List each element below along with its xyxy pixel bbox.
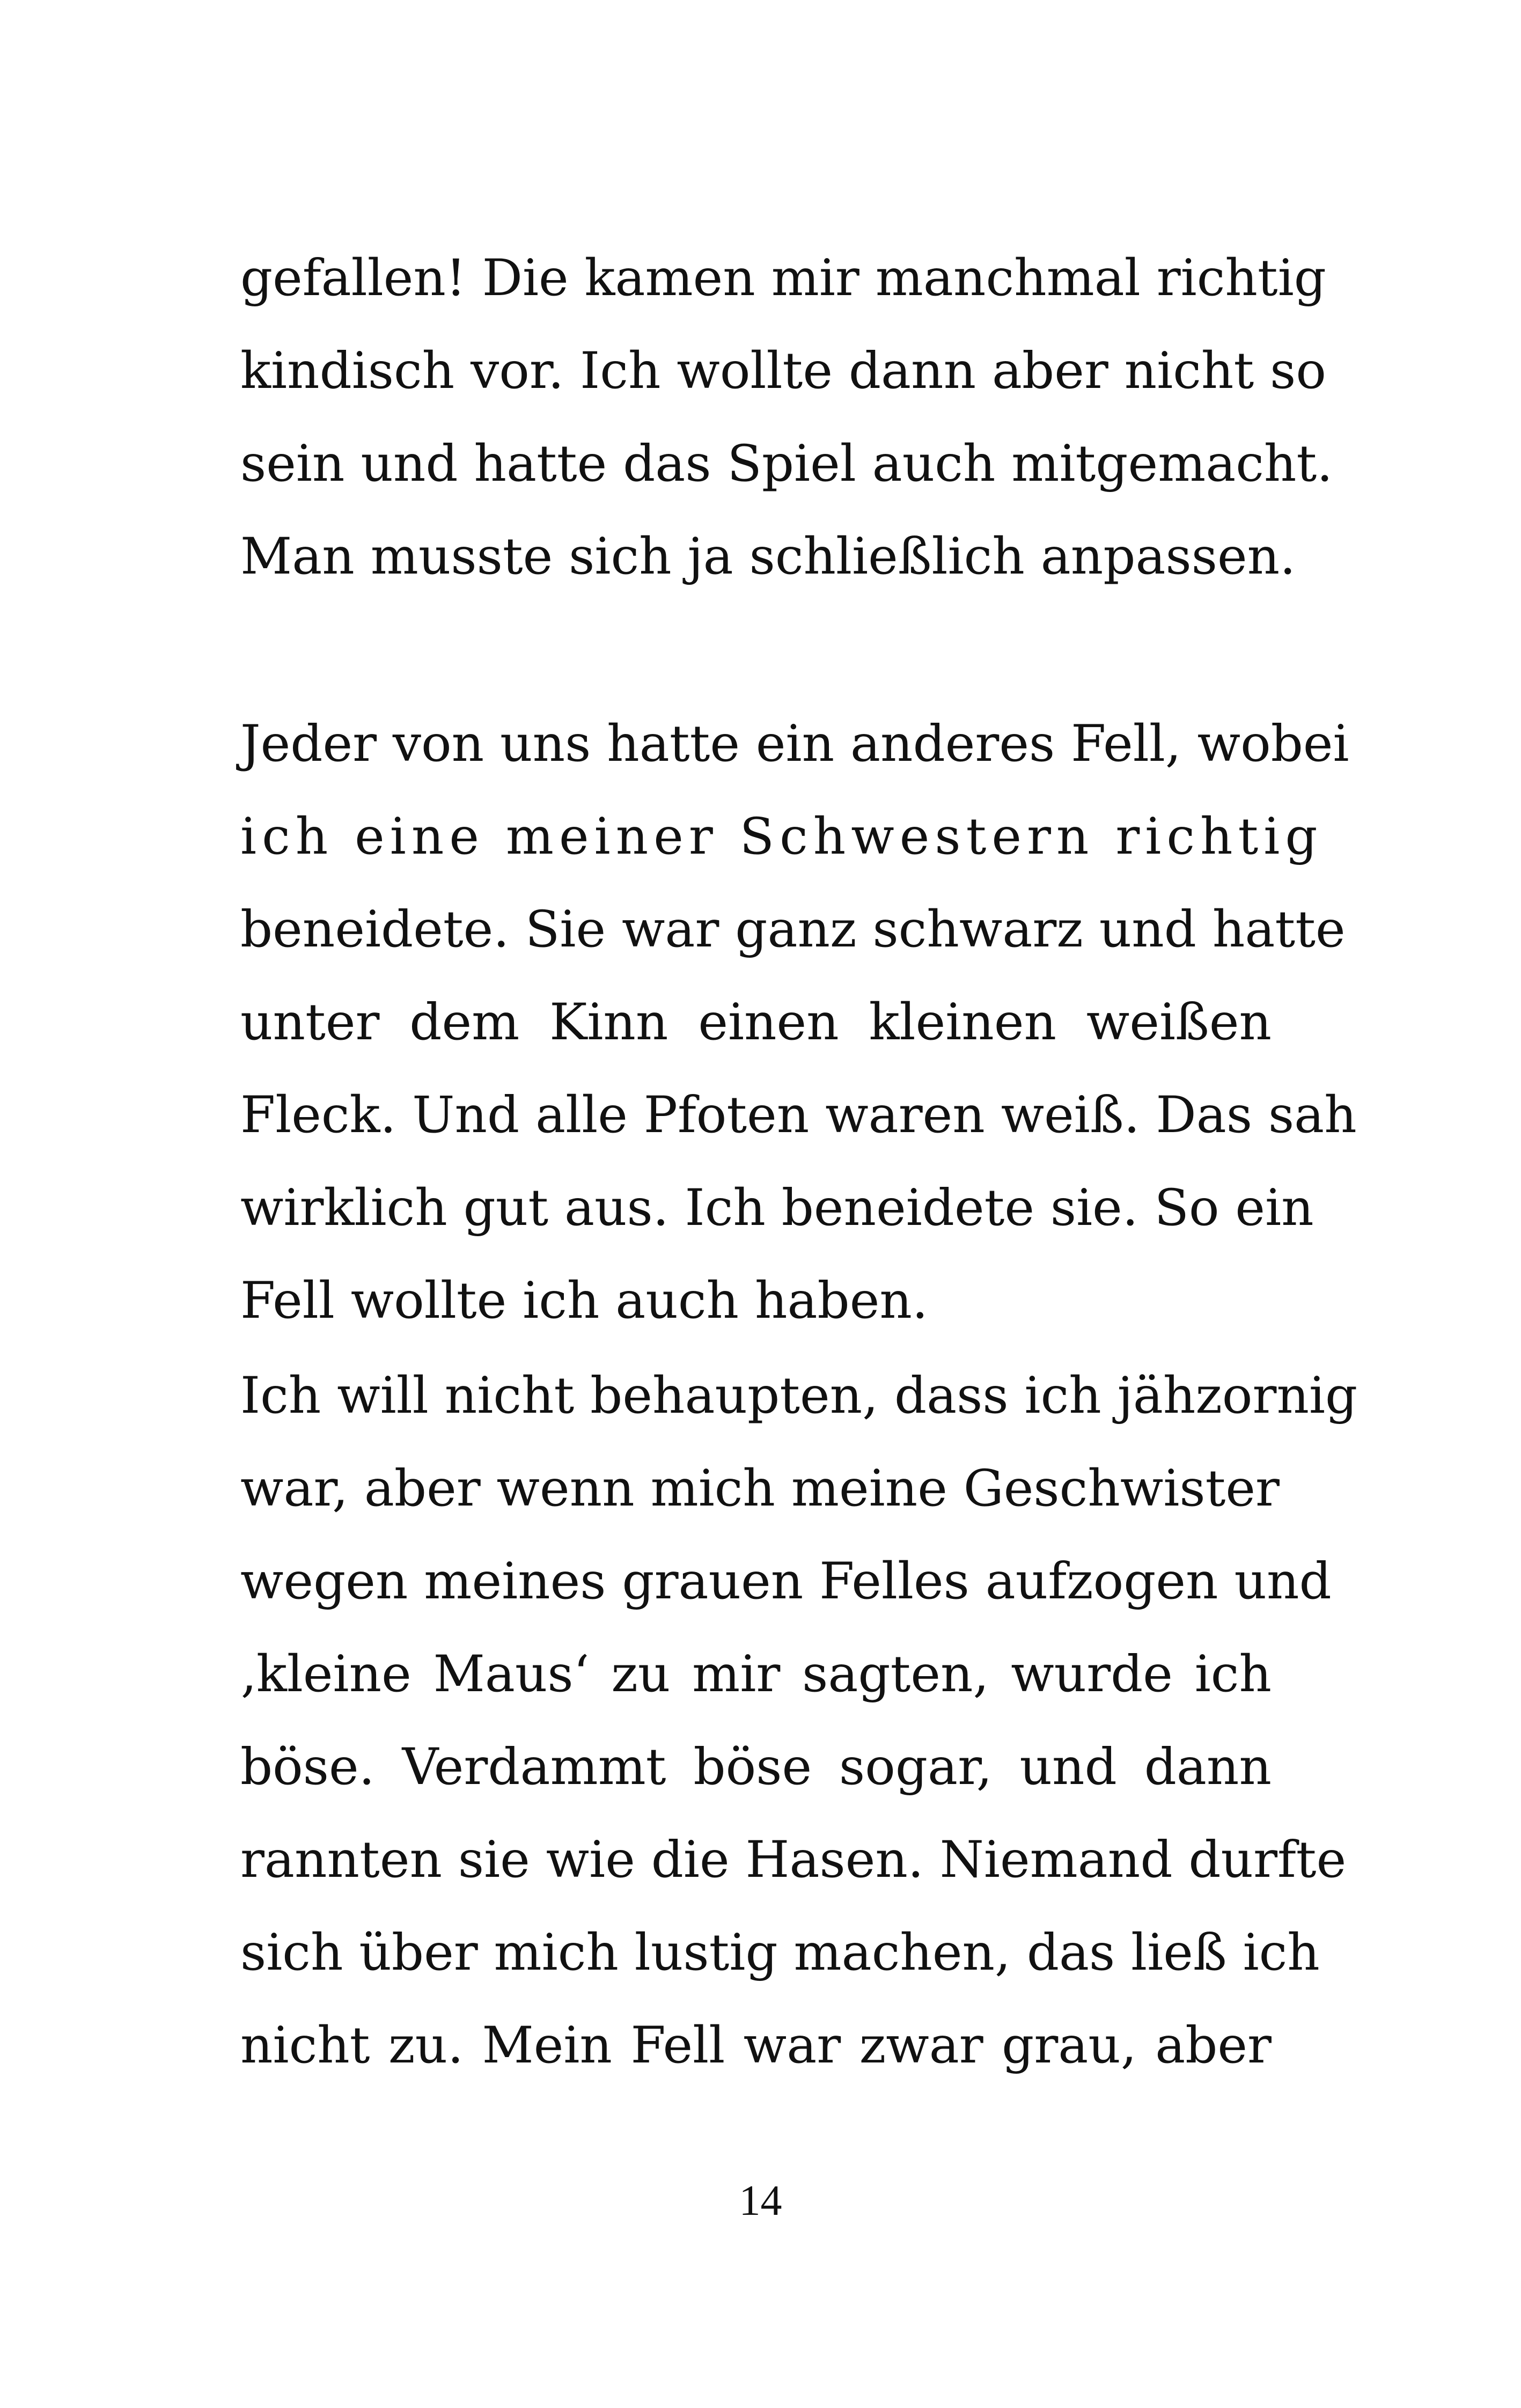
text-line: war, aber wenn mich meine Geschwister (240, 1459, 1280, 1518)
text-line: gefallen! Die kamen mir manchmal richtig (240, 249, 1326, 307)
paragraph-1 (240, 232, 1333, 603)
text-line: wirklich gut aus. Ich beneidete sie. So ein (240, 1179, 1314, 1237)
page-number: 14 (739, 2177, 782, 2225)
text-line: ich eine meiner Schwestern richtig (240, 807, 1323, 866)
paragraph-3 (240, 1349, 1358, 2092)
text-line: sein und hatte das Spiel auch mitgemacht. (240, 435, 1333, 493)
text-line: ‚kleine Maus‘ zu mir sagten, wurde ich (240, 1645, 1272, 1704)
text-line: böse. Verdammt böse sogar, und dann (240, 1738, 1272, 1796)
paragraph-2 (240, 698, 1357, 1347)
text-line: unter dem Kinn einen kleinen weißen (240, 993, 1272, 1052)
text-line: Man musste sich ja schließlich anpassen. (240, 527, 1296, 586)
text-line: sich über mich lustig machen, das ließ ich (240, 1924, 1320, 1982)
text-line: Ich will nicht behaupten, dass ich jähzornig (240, 1367, 1358, 1425)
text-line: beneidete. Sie war ganz schwarz und hatte (240, 900, 1346, 959)
text-line: Jeder von uns hatte ein anderes Fell, wobei (240, 715, 1349, 773)
text-line: wegen meines grauen Felles aufzogen und (240, 1552, 1332, 1611)
text-line: Fell wollte ich auch haben. (240, 1272, 928, 1330)
text-line: nicht zu. Mein Fell war zwar grau, aber (240, 2016, 1272, 2075)
text-line: rannten sie wie die Hasen. Niemand durfte (240, 1831, 1347, 1889)
text-line: kindisch vor. Ich wollte dann aber nicht so (240, 342, 1326, 400)
text-line: Fleck. Und alle Pfoten waren weiß. Das sah (240, 1086, 1357, 1144)
